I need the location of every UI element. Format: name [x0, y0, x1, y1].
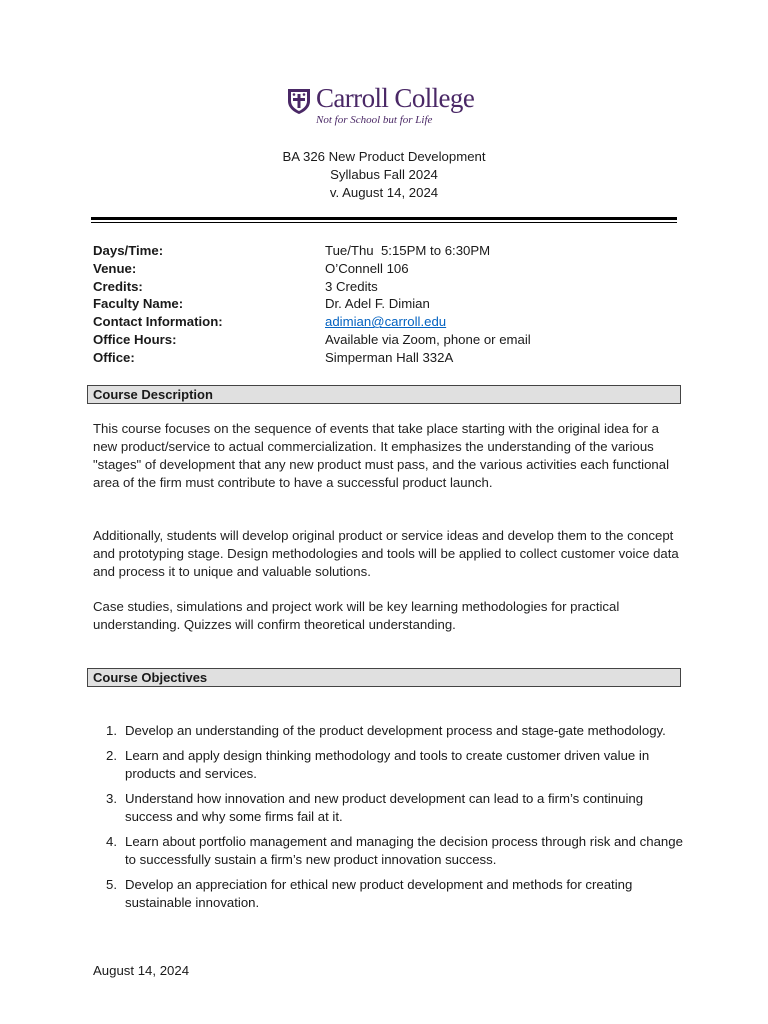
syllabus-term: Syllabus Fall 2024: [330, 167, 438, 182]
description-paragraph: This course focuses on the sequence of events that take place starting with the original idea for a new product/service to actual commercialization. It emphasizes the understanding of the various "stages" of development that any new product must pass, and the various activities each functional area of the firm must contribute to have a successful product launch.: [93, 421, 670, 490]
info-row-faculty: [93, 295, 683, 313]
objective-item: [93, 747, 683, 783]
info-row-days-time: [93, 242, 683, 260]
objective-text: Develop an appreciation for ethical new product development and methods for creating sustainable innovation.: [125, 877, 633, 910]
info-row-venue: [93, 260, 683, 278]
info-label: Days/Time:: [93, 243, 164, 258]
footer-date: August 14, 2024: [93, 963, 190, 978]
objective-number: 3.: [106, 791, 117, 807]
objectives-list: [93, 722, 683, 919]
objective-text: Develop an understanding of the product development process and stage-gate methodology.: [125, 723, 666, 738]
objective-item: [93, 833, 683, 869]
email-link[interactable]: adimian@carroll.edu: [325, 314, 447, 330]
info-value: Dr. Adel F. Dimian: [325, 296, 430, 312]
objective-item: [93, 722, 683, 740]
objective-item: [93, 876, 683, 912]
crest-icon: [286, 87, 312, 115]
info-value: Tue/Thu 5:15PM to 6:30PM: [325, 243, 491, 258]
info-value: O’Connell 106: [325, 260, 409, 276]
info-label: Faculty Name:: [93, 296, 184, 312]
college-logo: [286, 85, 486, 131]
info-value: 3 Credits: [325, 278, 378, 294]
info-label: Credits:: [93, 278, 143, 294]
title-block: [0, 148, 768, 202]
logo-tagline: Not for School but for Life: [316, 114, 433, 126]
info-label: Office Hours:: [93, 331, 177, 347]
objective-number: 1.: [106, 723, 117, 738]
section-title: Course Description: [93, 387, 213, 402]
info-row-credits: [93, 278, 683, 296]
objective-number: 5.: [106, 877, 117, 893]
objective-text: Learn and apply design thinking methodology and tools to create customer driven value in products and services.: [125, 748, 650, 781]
header-rule-thick: [91, 217, 677, 220]
info-label: Office:: [93, 349, 135, 365]
course-info-table: [93, 242, 683, 367]
info-label: Contact Information:: [93, 314, 223, 330]
info-row-contact: [93, 313, 683, 331]
section-title: Course Objectives: [93, 670, 208, 685]
info-value: Available via Zoom, phone or email: [325, 331, 531, 347]
course-title: BA 326 New Product Development: [282, 149, 486, 164]
objective-number: 2.: [106, 748, 117, 764]
logo-name: Carroll College: [316, 83, 475, 113]
info-value: Simperman Hall 332A: [325, 349, 454, 365]
objective-number: 4.: [106, 834, 117, 850]
objective-text: Understand how innovation and new product development can lead to a firm’s continuing success and why some firms fail at it.: [125, 791, 644, 824]
version-date: v. August 14, 2024: [329, 185, 439, 200]
info-row-office: [93, 349, 683, 367]
section-header-objectives: [87, 668, 681, 687]
description-paragraph: Additionally, students will develop original product or service ideas and develop them to the concept and prototyping stage. Design methodologies and tools will be applied to collect customer voice data and process it to unique and valuable solutions.: [93, 528, 679, 579]
header-rule-thin: [91, 222, 677, 223]
objective-text: Learn about portfolio management and managing the decision process through risk and change to successfully sustain a firm’s new product innovation success.: [125, 834, 683, 867]
description-paragraph: Case studies, simulations and project work will be key learning methodologies for practical understanding. Quizzes will confirm theoretical understanding.: [93, 599, 620, 632]
info-label: Venue:: [93, 260, 137, 276]
section-header-description: [87, 385, 681, 404]
objective-item: [93, 790, 683, 826]
info-row-office-hours: [93, 331, 683, 349]
